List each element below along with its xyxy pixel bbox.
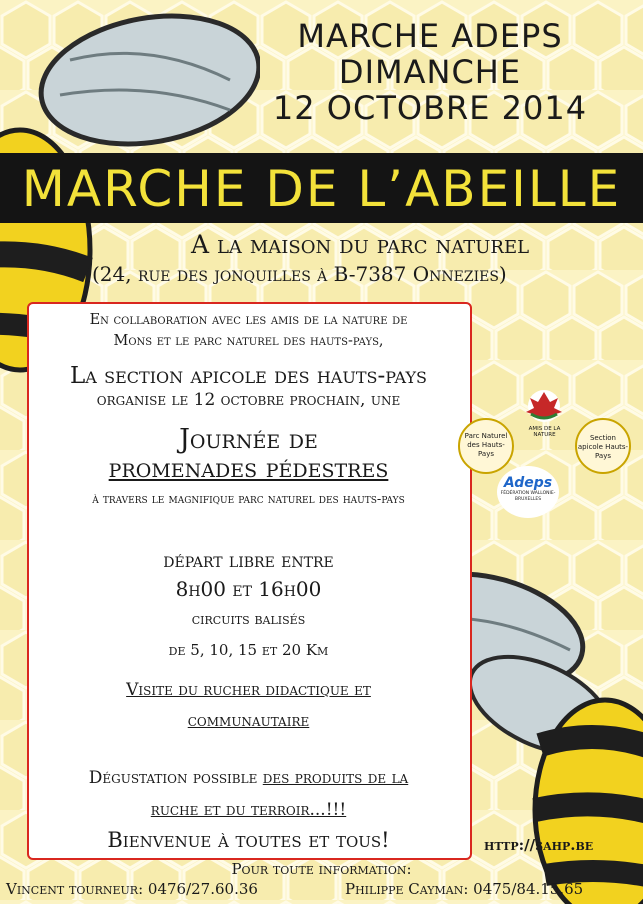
- tasting-line-1: [28, 762, 469, 794]
- event-date: 12 OCTOBRE 2014: [272, 89, 588, 127]
- event-day: DIMANCHE: [338, 53, 522, 91]
- collaboration-line-2: Mons et le parc naturel des hauts-pays,: [113, 333, 384, 349]
- collaboration-line-1: En collaboration avec les amis de la nature de: [89, 312, 408, 328]
- tasting-products: des produits de la: [262, 768, 409, 788]
- visit-line-1: Visite du rucher didactique et: [126, 680, 371, 700]
- website-link[interactable]: http://sahp.be: [484, 836, 594, 854]
- tasting-line-2: ruche et du terroir...!!!: [150, 800, 347, 820]
- location-venue: A la maison du parc naturel: [190, 230, 530, 259]
- distances-label: de 5, 10, 15 et 20 Km: [168, 641, 329, 659]
- event-type: MARCHE ADEPS: [297, 17, 563, 55]
- location-address: (24, rue des jonquilles à B-7387 Onnezies): [92, 262, 507, 286]
- departure-line-1: départ libre entre: [163, 548, 334, 572]
- section-apicole-logo: Section apicole Hauts-Pays: [575, 418, 631, 474]
- amis-nature-logo: AMIS DE LA NATURE: [517, 388, 572, 440]
- tasting-intro: Dégustation possible: [88, 768, 263, 788]
- park-line: à travers le magnifique parc naturel des hauts-pays: [92, 492, 405, 507]
- welcome-line: Bienvenue à toutes et tous!: [107, 828, 390, 852]
- circuits-label: circuits balisés: [191, 610, 306, 628]
- journee-title-2: promenades pédestres: [108, 453, 389, 484]
- contact-philippe: Philippe Cayman: 0475/84.15.65: [345, 880, 584, 898]
- visit-line-2: communautaire: [187, 711, 310, 731]
- event-title: MARCHE DE L’ABEILLE: [21, 160, 622, 218]
- organizer-line: organise le 12 octobre prochain, une: [96, 390, 401, 410]
- info-label: Pour toute information:: [231, 860, 412, 878]
- organizer-name: La section apicole des hauts-pays: [70, 363, 427, 389]
- contact-vincent: Vincent tourneur: 0476/27.60.36: [6, 880, 258, 898]
- parc-naturel-logo: Parc Naturel des Hauts-Pays: [458, 418, 514, 474]
- adeps-logo: Adeps FÉDÉRATION WALLONIE-BRUXELLES: [497, 466, 559, 518]
- journee-title-1: Journée de: [179, 424, 318, 455]
- leaf-icon: [517, 388, 572, 422]
- departure-times: 8h00 et 16h00: [175, 577, 322, 601]
